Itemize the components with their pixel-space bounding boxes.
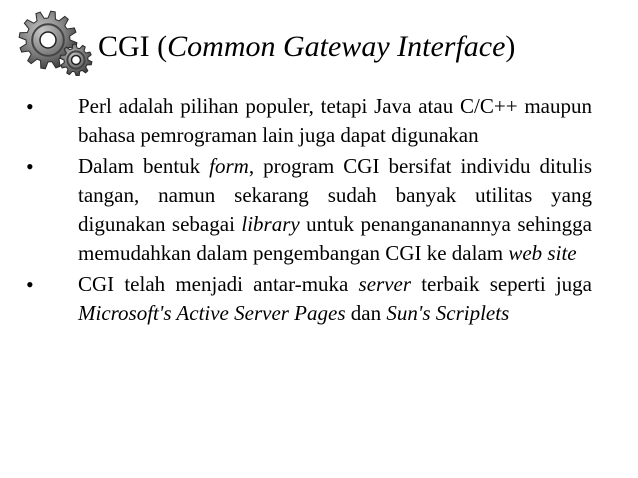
text-segment: dan xyxy=(345,301,387,325)
emphasis-text: web site xyxy=(508,241,577,265)
emphasis-text: Sun's Scriplets xyxy=(386,301,510,325)
text-segment: , program CGI bersifat individu ditulis tangan, namun sekarang sudah banyak utilitas yang digunakan sebagai xyxy=(78,154,592,236)
text-segment: terbaik seperti juga xyxy=(411,272,593,296)
bullet-item xyxy=(26,270,592,328)
emphasis-text: form xyxy=(209,154,249,178)
bullet-list xyxy=(26,92,592,330)
bullet-text xyxy=(78,270,592,328)
text-segment: CGI telah menjadi antar-muka xyxy=(78,272,359,296)
bullet-marker: • xyxy=(26,272,34,297)
bullet-text xyxy=(78,152,592,268)
emphasis-text: server xyxy=(358,272,412,296)
page-title: CGI (Common Gateway Interface) xyxy=(98,30,516,63)
emphasis-text: library xyxy=(241,212,300,236)
text-segment: Perl adalah pilihan populer, tetapi Java atau C/C++ maupun bahasa pemrograman lain juga dapat digunakan xyxy=(78,94,592,147)
bullet-marker: • xyxy=(26,154,34,179)
bullet-item xyxy=(26,152,592,268)
gears-icon xyxy=(18,10,94,76)
bullet-item xyxy=(26,92,592,150)
text-segment: Dalam bentuk xyxy=(78,154,210,178)
text-segment: untuk penangananannya sehingga memudahkan dalam pengembangan CGI ke dalam xyxy=(78,212,592,265)
emphasis-text: Microsoft's Active Server Pages xyxy=(78,301,346,325)
bullet-text xyxy=(78,92,592,150)
bullet-marker: • xyxy=(26,94,34,119)
